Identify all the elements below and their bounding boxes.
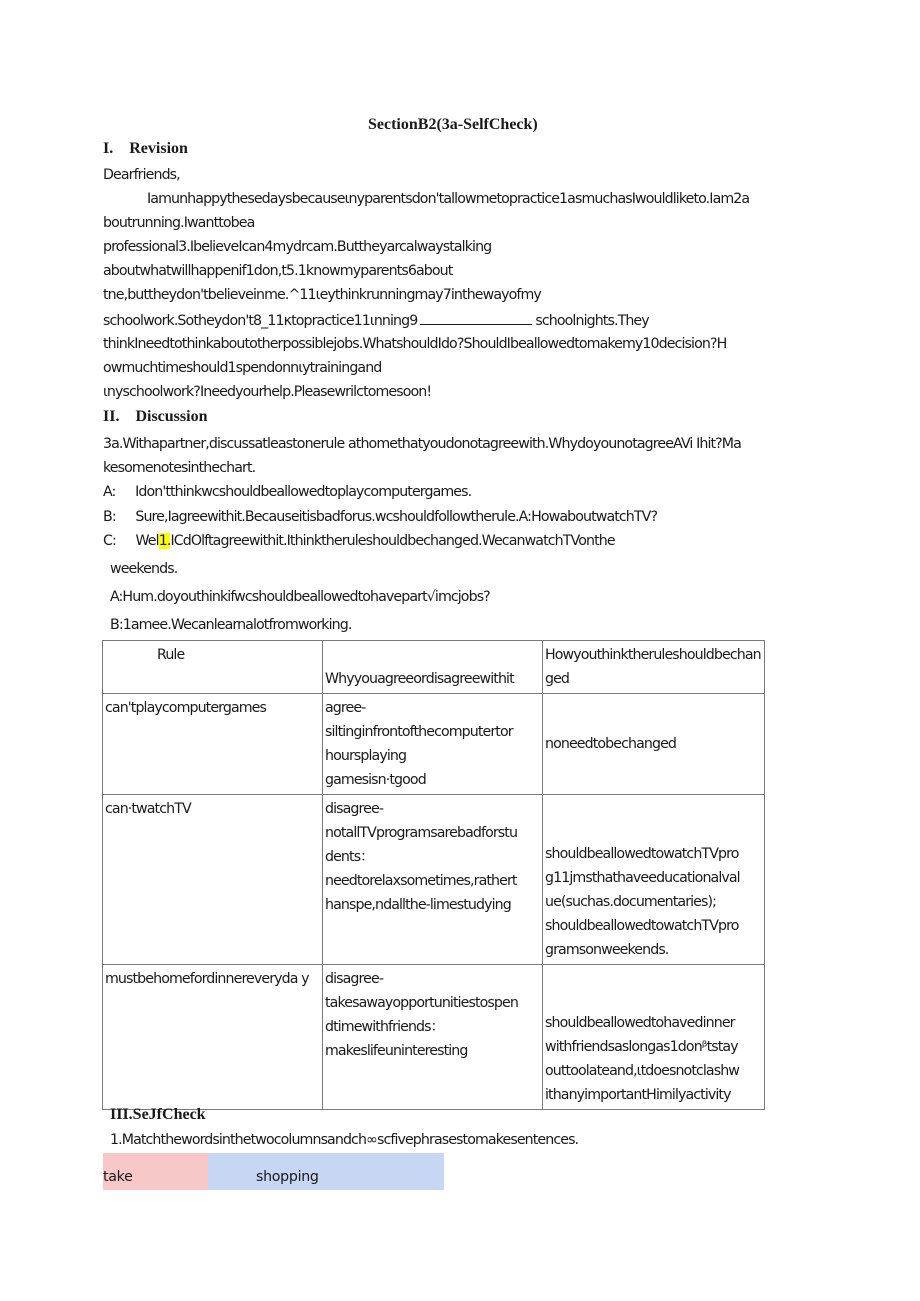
rule-cell: mustbehomefordinnereveryda y [103, 965, 323, 1110]
rule-cell: can'tplaycomputergames [103, 694, 323, 795]
task-instruction: 1.Matchthewordsinthetwocolumnsandch∞scfivephrasestomakesentences. [110, 1132, 579, 1148]
table-header-cell: Whyyouagreeordisagreewithit [323, 641, 543, 694]
cell-line: takesawayopportunitiestospen [325, 995, 518, 1011]
table-header-row [103, 641, 765, 694]
letter-line: aboutwhatwillhappenif1don,t5.1knowmyparents6about [103, 263, 453, 279]
match-column-b [208, 1153, 444, 1190]
cell-line: shouldbeallowedtowatchTVpro [545, 846, 739, 862]
cell-line: hanspe,ndallthe-limestudying [325, 897, 511, 913]
cell-line: gramsonweekends. [545, 942, 669, 958]
letter-line: tne,buttheydon'tbelieveinme.^11ιeythinkrunningmay7inthewayofmy [103, 287, 541, 303]
letter-line: owmuchtimeshould1spendonnιytrainingand [103, 360, 382, 376]
speaker-label: A: [103, 484, 116, 500]
rules-table [102, 640, 765, 1110]
dialogue-line [103, 533, 615, 549]
dialogue-text-part: Wel [135, 533, 159, 549]
cell-line: g11jmsthathaveeducationalval [545, 870, 740, 886]
section-revision-heading [103, 140, 188, 158]
section-title: Revision [129, 140, 188, 157]
table-header-cell: Howyouthinktheruleshouldbechanged [543, 641, 765, 694]
section-discussion-heading [103, 408, 207, 426]
why-cell [323, 795, 543, 965]
page-title: SectionB2(3a-SelfCheck) [368, 116, 538, 133]
cell-line: outtoolateand,ιtdoesnotclashw [545, 1063, 740, 1079]
cell-line: disagree- [325, 971, 384, 987]
letter-line: professional3.IbelieveIcan4mydrcam.Buttheyarcalwaystalking [103, 239, 492, 255]
cell-line: siltinginfrontofthecomputertor [325, 724, 513, 740]
cell-line: dents： [325, 849, 374, 865]
speaker-label: C: [103, 533, 116, 549]
letter-line: thinkIneedtothinkaboutotherpossiblejobs.WhatshouldIdo?ShouldIbeallowedtomakemy10decision?H [103, 336, 727, 352]
dialogue-line [103, 509, 657, 525]
how-cell [543, 795, 765, 965]
section-title: Discussion [135, 408, 208, 425]
highlighted-text: 1. [158, 533, 171, 549]
how-cell [543, 965, 765, 1110]
table-row [103, 795, 765, 965]
letter-line: Iamunhappythesedaysbecauseιnyparentsdon'tallowmetopractice1asmuchasIwouldliketo.Iam2a [147, 191, 750, 207]
cell-line: shouldbeallowedtowatchTVpro [545, 918, 739, 934]
dialogue-text: Idon'tthinkwcshouldbeallowedtoplaycomputergames. [135, 484, 472, 500]
task-instruction: 3a.Withapartner,discussatleastonerule athomethatyoudonotagreewith.WhydoyounotagreeAVi Ihit?Ma [103, 436, 741, 452]
cell-line: ithanyimportantHimilyactivity [545, 1087, 731, 1103]
cell-line: needtorelaxsometimes,rathert [325, 873, 517, 889]
match-word[interactable]: take [103, 1169, 133, 1185]
dialogue-line [103, 484, 471, 500]
task-instruction: kesomenotesinthechart. [103, 460, 256, 476]
section-selfcheck-heading: III.SeJfCheck [110, 1106, 206, 1123]
dialogue-line: B:1amee.Wecanlearnalotfromworking. [110, 617, 352, 633]
section-number: I. [103, 140, 114, 157]
letter-greeting: Dearfriends, [103, 167, 180, 183]
dialogue-line: A:Hum.doyouthinkifwcshouldbeallowedtohavepart√imcjobs? [110, 589, 490, 605]
letter-line-part: schoolwork.Sotheydon't8_11κtopractice11ιnning9 [103, 313, 418, 329]
cell-line: ue(suchas.documentaries); [545, 894, 717, 910]
dialogue-text [136, 533, 615, 549]
cell-line: makeslifeuninteresting [325, 1043, 468, 1059]
match-column-a [103, 1153, 208, 1190]
letter-line-part: schoolnights.They [535, 313, 649, 329]
cell-line: withfriendsaslongas1donᵝtstay [545, 1039, 738, 1055]
cell-line: notallTVprogramsarebadforstu [325, 825, 518, 841]
rule-cell: can·twatchTV [103, 795, 323, 965]
letter-line: ιnyschoolwork?Ineedyourhelp.Pleasewrilctomesoon! [103, 384, 432, 400]
letter-line: boutrunning.Iwanttobea [103, 215, 255, 231]
cell-line: noneedtobechanged [545, 736, 677, 752]
dialogue-text-part: ICdOlftagreewithit.Ithinktheruleshouldbechanged.WecanwatchTVonthe [170, 533, 615, 549]
speaker-label: B: [103, 509, 116, 525]
letter-line [103, 312, 649, 329]
cell-line: gamesisn·tgood [325, 772, 426, 788]
why-cell [323, 694, 543, 795]
dialogue-text: Sure,Iagreewithit.Becauseitisbadforus.wcshouldfollowtherule.A:HowaboutwatchTV? [135, 509, 658, 525]
section-number: II. [103, 408, 120, 425]
cell-line: dtimewithfriends： [325, 1019, 444, 1035]
why-cell [323, 965, 543, 1110]
dialogue-line: weekends. [110, 561, 178, 577]
table-row [103, 694, 765, 795]
match-word[interactable]: shopping [256, 1169, 319, 1185]
how-cell [543, 694, 765, 795]
cell-line: disagree- [325, 801, 384, 817]
fill-blank[interactable] [420, 312, 532, 325]
table-header-cell: Rule [103, 641, 323, 694]
cell-line: agree- [325, 700, 366, 716]
cell-line: hoursplaying [325, 748, 407, 764]
table-row [103, 965, 765, 1110]
cell-line: shouldbeallowedtohavedinner [545, 1015, 735, 1031]
